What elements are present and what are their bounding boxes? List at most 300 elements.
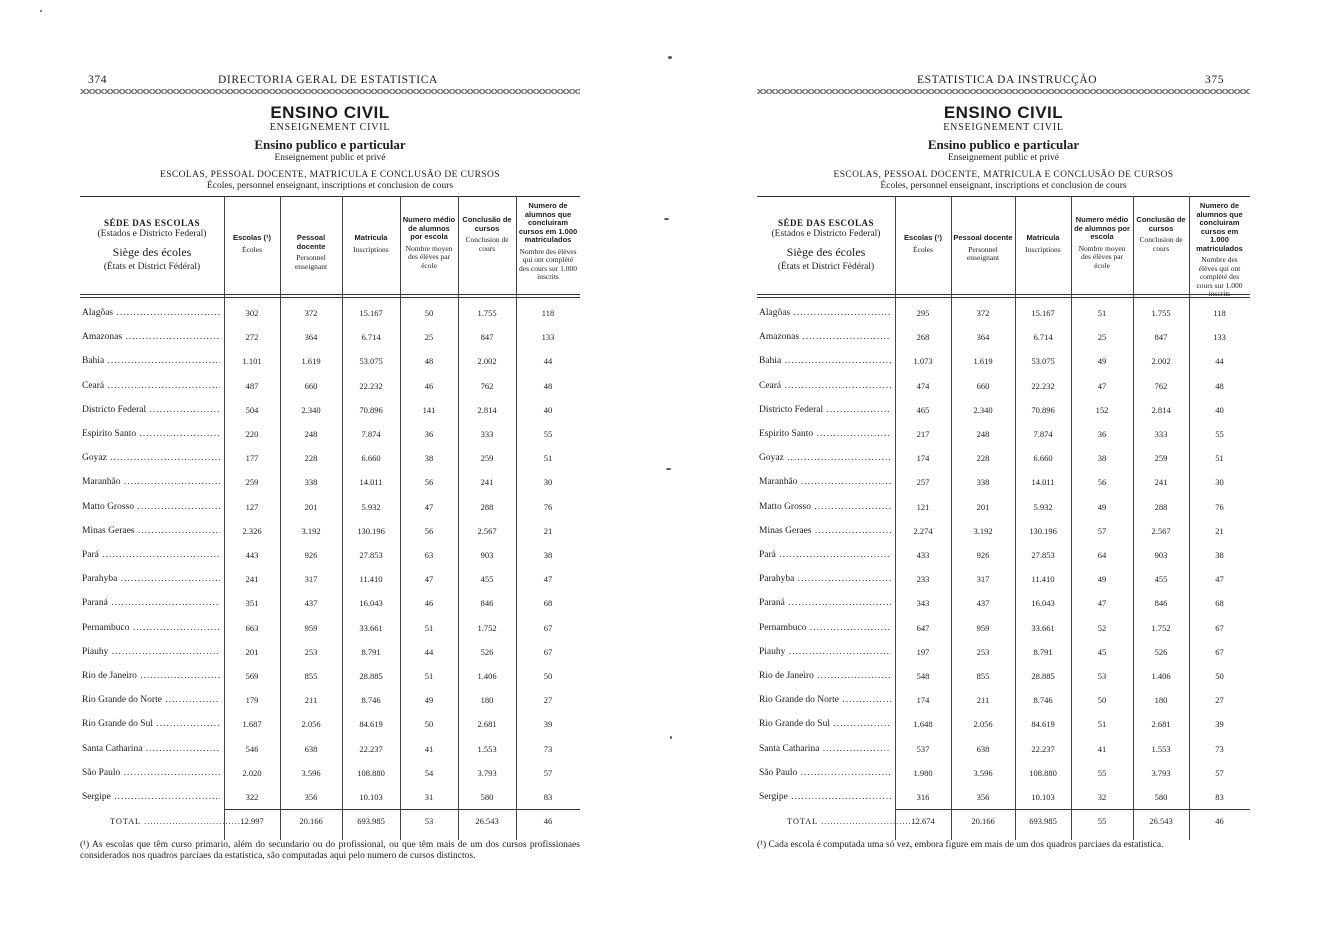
cell-media: 51 [1097,308,1107,318]
cell-por_mil: 67 [1215,646,1224,657]
print-speck [664,218,669,220]
cell-conclusao: 26.543 [1149,816,1173,827]
cell-pessoal: 201 [976,501,990,512]
cell-conclusao: 2.814 [477,404,497,415]
cell-conclusao: 2.681 [477,719,497,730]
cell-conclusao: 288 [1154,501,1168,512]
cell-name: Districto Federal ..... [759,405,891,415]
cell-name: Parahyba ..... [759,574,891,584]
column-header-media [402,216,456,270]
cell-pessoal: 338 [976,477,990,488]
page-374 [80,0,580,947]
cell-media: 152 [1095,404,1109,415]
header-label-fr: Conclusion de cours [465,235,509,253]
table-row [757,768,1250,792]
cell-escolas: 443 [245,550,259,560]
column-header-por_mil [1191,202,1248,299]
cell-por_mil: 21 [543,525,553,536]
cell-escolas: 179 [245,695,259,706]
cell-media: 49 [1097,501,1107,512]
cell-conclusao: 847 [1154,332,1168,343]
subtitle-fr: Enseignement public et privé [274,153,386,163]
table-row [80,405,580,429]
cell-name: Sergipe ..... [82,792,220,802]
cell-por_mil: 44 [1215,356,1224,367]
cell-escolas: 257 [916,477,930,488]
header-label-pt: Pessoal docente [953,233,1013,242]
cell-name: Piauhy ..... [759,647,891,657]
cell-matricula: 8.791 [1033,646,1053,657]
header-top-rule [757,196,1250,197]
cell-name: São Paulo ..... [759,768,891,778]
cell-conclusao: 180 [1154,695,1168,706]
cell-conclusao: 762 [480,380,494,391]
cell-por_mil: 68 [543,598,553,609]
table-row [80,792,580,816]
header-label-fr: Inscriptions [353,244,389,254]
cell-conclusao: 903 [480,550,494,560]
cell-media: 49 [1097,574,1107,585]
table-row [80,647,580,671]
cell-por_mil: 27 [1215,695,1224,706]
cell-media: 56 [1097,477,1107,488]
cell-por_mil: 40 [1215,404,1224,415]
table-row [80,598,580,622]
cell-name: TOTAL ..... [82,816,248,826]
cell-conclusao: 2.681 [1151,719,1171,730]
cell-media: 38 [1097,453,1107,464]
cell-media: 64 [1097,550,1107,560]
cell-name: Santa Catharina ..... [759,744,891,754]
cell-pessoal: 959 [976,622,990,633]
cell-por_mil: 48 [1215,380,1224,391]
cell-matricula: 6.660 [361,453,381,464]
cell-escolas: 1.073 [913,356,933,367]
cell-media: 55 [1097,767,1107,778]
cell-matricula: 11.410 [359,574,383,585]
running-header [80,74,580,90]
title-fr: ENSEIGNEMENT CIVIL [943,122,1064,133]
cell-conclusao: 1.752 [477,622,497,633]
cell-pessoal: 248 [976,429,990,439]
table-row [757,308,1250,332]
cell-name: Pernambuco ..... [759,623,891,633]
cell-matricula: 14.011 [1031,477,1055,488]
cell-escolas: 647 [916,622,930,633]
table-row [757,502,1250,526]
running-head-text: DIRECTORIA GERAL DE ESTATISTICA [218,74,438,86]
cell-pessoal: 248 [304,429,318,439]
table-row [80,744,580,768]
cell-name: Amazonas ..... [82,332,220,342]
table-row [757,356,1250,380]
header-label-fr: Personnel enseignant [966,244,1000,262]
cell-name: Bahia ..... [82,356,220,366]
cell-pessoal: 201 [304,501,318,512]
cell-pessoal: 338 [304,477,318,488]
cell-por_mil: 39 [1215,719,1224,730]
cell-por_mil: 46 [543,816,553,827]
cell-conclusao: 2.002 [1151,356,1171,367]
cell-conclusao: 2.567 [1151,525,1171,536]
cell-matricula: 16.043 [1031,598,1055,609]
cell-por_mil: 83 [543,792,553,802]
cell-pessoal: 3.192 [973,525,993,536]
cell-media: 47 [424,574,434,585]
cell-matricula: 130.196 [1029,525,1057,536]
table-row [80,526,580,550]
table-row [757,526,1250,550]
header-sede-pt-sub: (Estados e Districto Federal) [771,229,881,239]
cell-media: 32 [1097,792,1107,802]
table-row [757,598,1250,622]
cell-media: 49 [1097,356,1107,367]
cell-escolas: 546 [245,743,259,754]
table-row [757,671,1250,695]
title-fr: ENSEIGNEMENT CIVIL [269,122,391,133]
cell-media: 57 [1097,525,1107,536]
header-label-fr: Nombre des élèves qui ont complété des cours sur 1.000 inscrits [1196,255,1243,298]
table-caption-fr: Écoles, personnel enseignant, inscriptions et conclusion de cours [206,181,454,191]
cell-por_mil: 27 [543,695,553,706]
cell-conclusao: 1.553 [477,743,497,754]
cell-escolas: 316 [916,792,930,802]
page-number: 375 [1205,74,1225,86]
header-label-fr: Nombre moyen des élèves par école [405,243,453,270]
cell-conclusao: 2.814 [1151,404,1171,415]
column-header-sede [757,218,895,272]
footnote: (¹) Cada escola é computada uma só vez, embora figure em mais de um dos quadros parciaes da estatistica. [757,840,1164,850]
cell-media: 52 [1097,622,1107,633]
cell-conclusao: 333 [1154,429,1168,439]
column-header-media [1073,216,1131,270]
cell-escolas: 2.274 [913,525,933,536]
header-label-fr: Nombre moyen des élèves par école [1078,243,1126,270]
cell-por_mil: 48 [543,380,553,391]
cell-matricula: 28.885 [1031,671,1055,681]
cell-escolas: 121 [916,501,930,512]
cell-matricula: 11.410 [1031,574,1055,585]
cell-matricula: 15.167 [359,308,383,318]
table-row [757,405,1250,429]
header-bottom-rule [757,294,1250,295]
column-header-sede [80,218,224,272]
table-row [80,623,580,647]
cell-pessoal: 3.596 [973,767,993,778]
table-row [80,477,580,501]
table-row [757,550,1250,574]
cell-name: Espirito Santo ..... [82,429,220,439]
table-row [80,502,580,526]
cell-matricula: 5.932 [361,501,381,512]
cell-media: 50 [424,308,434,318]
cell-escolas: 504 [245,404,259,415]
cell-media: 50 [1097,695,1107,706]
cell-pessoal: 228 [304,453,318,464]
cell-escolas: 1.648 [913,719,933,730]
cell-matricula: 28.885 [359,671,383,681]
cell-conclusao: 580 [1154,792,1168,802]
header-sede-pt-sub: (Estados e Districto Federal) [97,229,207,239]
print-speck [670,736,672,739]
cell-escolas: 569 [245,671,259,681]
cell-escolas: 1.687 [242,719,262,730]
cell-conclusao: 847 [480,332,494,343]
cell-conclusao: 1.553 [1151,743,1171,754]
cell-escolas: 197 [916,646,930,657]
cell-matricula: 6.660 [1033,453,1053,464]
cell-conclusao: 526 [1154,646,1168,657]
cell-pessoal: 253 [304,646,318,657]
cell-matricula: 7.874 [361,429,381,439]
cell-escolas: 343 [916,598,930,609]
cell-escolas: 474 [916,380,930,391]
cell-pessoal: 211 [304,695,318,706]
column-header-escolas [226,234,278,254]
cell-escolas: 322 [245,792,259,802]
title: ENSINO CIVIL [943,103,1064,122]
header-sede-fr: Siège des écoles [786,245,866,259]
cell-por_mil: 30 [1215,477,1224,488]
cell-conclusao: 1.755 [1151,308,1171,318]
cell-escolas: 302 [245,308,259,318]
header-label-fr: Conclusion de cours [1139,235,1183,253]
cell-escolas: 537 [916,743,930,754]
table-row [757,744,1250,768]
cell-matricula: 6.714 [1033,332,1053,343]
cell-por_mil: 50 [1215,671,1224,681]
header-double-rule [80,297,580,298]
cell-conclusao: 762 [1154,380,1168,391]
cell-pessoal: 20.166 [971,816,995,827]
cell-pessoal: 20.166 [299,816,323,827]
cell-pessoal: 437 [304,598,318,609]
table-row [757,574,1250,598]
print-speck [668,56,672,59]
cell-por_mil: 38 [543,550,553,560]
header-label-pt: Matricula [354,233,388,242]
cell-name: Pernambuco ..... [82,623,220,633]
cell-escolas: 487 [245,380,259,391]
cell-matricula: 84.619 [1031,719,1055,730]
wavy-rule [80,89,580,94]
table-row [80,550,580,574]
header-sede-fr-sub: (États et District Fédéral) [777,262,875,272]
cell-escolas: 295 [916,308,930,318]
cell-escolas: 351 [245,598,259,609]
cell-name: Alagôas ..... [82,308,220,318]
cell-media: 44 [424,646,434,657]
header-label-pt: Conclusão de cursos [462,215,512,233]
cell-matricula: 33.661 [1031,622,1055,633]
footnote: (¹) As escolas que têm curso primario, além do secundario ou do profissional, ou que têm mais de um dos cursos profissionaes considerados nos quadros parciaes da estatistica, são computadas aqui pelo numero de cursos distinctos. [80,840,580,861]
table-row [80,381,580,405]
cell-name: Goyaz ..... [759,453,891,463]
cell-matricula: 130.196 [357,525,385,536]
cell-conclusao: 3.793 [1151,767,1171,778]
cell-matricula: 7.874 [1033,429,1053,439]
column-header-pessoal [953,234,1013,263]
cell-name: Rio Grande do Norte ..... [759,695,891,705]
table-row [80,356,580,380]
cell-por_mil: 76 [543,501,553,512]
cell-pessoal: 1.619 [973,356,993,367]
cell-name: Maranhão ..... [82,477,220,487]
cell-matricula: 8.791 [361,646,381,657]
cell-escolas: 433 [916,550,930,560]
table-caption-fr: Écoles, personnel enseignant, inscriptions et conclusion de cours [880,181,1127,191]
cell-por_mil: 73 [543,743,553,754]
cell-matricula: 5.932 [1033,501,1053,512]
cell-escolas: 220 [245,429,259,439]
cell-media: 47 [424,501,434,512]
cell-matricula: 70.896 [1031,404,1055,415]
cell-escolas: 268 [916,332,930,343]
cell-name: Paraná ..... [82,598,220,608]
table-row [80,429,580,453]
cell-media: 31 [424,792,434,802]
cell-matricula: 70.896 [359,404,383,415]
cell-name: Maranhão ..... [759,477,891,487]
cell-name: Rio Grande do Norte ..... [82,695,220,705]
header-label-pt: Conclusão de cursos [1136,215,1186,233]
table-row [80,671,580,695]
cell-name: Bahia ..... [759,356,891,366]
cell-media: 51 [424,671,434,681]
cell-matricula: 10.103 [1031,792,1055,802]
cell-pessoal: 228 [976,453,990,464]
cell-matricula: 693.985 [357,816,385,827]
cell-escolas: 259 [245,477,259,488]
cell-por_mil: 38 [1215,550,1224,560]
page-375 [757,0,1250,947]
cell-name: Matto Grosso ..... [759,502,891,512]
cell-media: 47 [1097,380,1107,391]
cell-por_mil: 73 [1215,743,1224,754]
cell-pessoal: 660 [976,380,990,391]
cell-por_mil: 57 [543,767,553,778]
cell-name: Minas Geraes ..... [82,526,220,536]
cell-escolas: 217 [916,429,930,439]
table-row [757,792,1250,816]
cell-conclusao: 2.567 [477,525,497,536]
cell-pessoal: 437 [976,598,990,609]
header-sede-fr-sub: (États et District Fédéral) [103,262,201,272]
cell-pessoal: 317 [304,574,318,585]
cell-escolas: 663 [245,622,259,633]
table-row [757,381,1250,405]
cell-matricula: 84.619 [359,719,383,730]
cell-pessoal: 2.340 [301,404,321,415]
header-label-fr: Personnel enseignant [294,253,328,271]
table-row [757,429,1250,453]
cell-media: 55 [1097,816,1107,827]
cell-conclusao: 259 [1154,453,1168,464]
running-head-text: ESTATISTICA DA INSTRUCÇÃO [917,74,1098,86]
cell-escolas: 2.020 [242,767,262,778]
cell-matricula: 16.043 [359,598,383,609]
cell-conclusao: 26.543 [475,816,499,827]
cell-conclusao: 241 [1154,477,1168,488]
cell-por_mil: 47 [1215,574,1224,585]
cell-media: 36 [424,429,434,439]
cell-name: Alagôas ..... [759,308,891,318]
cell-escolas: 174 [916,453,930,464]
cell-pessoal: 2.340 [973,404,993,415]
cell-matricula: 6.714 [361,332,381,343]
cell-pessoal: 364 [976,332,990,343]
cell-matricula: 53.075 [359,356,383,367]
title-block [80,104,580,192]
header-sede-fr: Siège des écoles [112,245,192,259]
cell-conclusao: 259 [480,453,494,464]
cell-pessoal: 372 [976,308,990,318]
cell-escolas: 2.326 [242,525,262,536]
header-label-pt: Numero de alumnos que concluiram cursos em 1.000 matriculados [518,201,578,244]
cell-escolas: 233 [916,574,930,585]
page-number: 374 [88,74,108,86]
cell-escolas: 1.101 [242,356,262,367]
cell-escolas: 241 [245,574,259,585]
column-header-matricula [1017,234,1069,254]
cell-media: 51 [424,622,434,633]
table-row [757,695,1250,719]
cell-media: 63 [424,550,434,560]
cell-name: Espirito Santo ..... [759,429,891,439]
header-top-rule [80,196,580,197]
cell-pessoal: 317 [976,574,990,585]
title-block [757,104,1250,192]
title: ENSINO CIVIL [270,103,390,122]
table-row [80,768,580,792]
cell-pessoal: 926 [976,550,990,560]
header-label-pt: Numero de alumnos que concluiram cursos em 1.000 matriculados [1196,201,1243,253]
cell-matricula: 8.746 [361,695,381,706]
cell-name: Ceará ..... [759,381,891,391]
cell-matricula: 15.167 [1031,308,1055,318]
cell-pessoal: 638 [976,743,990,754]
table-caption: ESCOLAS, PESSOAL DOCENTE, MATRICULA E CONCLUSÃO DE CURSOS [833,170,1174,180]
cell-escolas: 127 [245,501,259,512]
cell-pessoal: 660 [304,380,318,391]
cell-conclusao: 580 [480,792,494,802]
column-header-escolas [897,234,949,254]
cell-por_mil: 39 [543,719,553,730]
cell-pessoal: 2.056 [973,719,993,730]
column-header-conclusao [460,216,514,253]
cell-name: Goyaz ..... [82,453,220,463]
cell-conclusao: 526 [480,646,494,657]
subtitle: Ensino publico e particular [927,137,1080,152]
cell-media: 46 [424,598,434,609]
column-header-conclusao [1135,216,1187,253]
column-header-matricula [344,234,398,254]
table-row [757,719,1250,743]
cell-conclusao: 846 [480,598,494,609]
cell-pessoal: 926 [304,550,318,560]
cell-por_mil: 40 [543,404,553,415]
header-label-fr: Écoles [242,244,262,254]
cell-escolas: 548 [916,671,930,681]
cell-por_mil: 67 [543,622,553,633]
running-header [757,74,1250,90]
header-label-pt: Numero médio de alumnos por escola [402,215,456,241]
cell-por_mil: 55 [543,429,553,439]
cell-por_mil: 118 [1213,308,1226,318]
cell-por_mil: 68 [1215,598,1224,609]
table-row [80,574,580,598]
cell-media: 50 [424,719,434,730]
